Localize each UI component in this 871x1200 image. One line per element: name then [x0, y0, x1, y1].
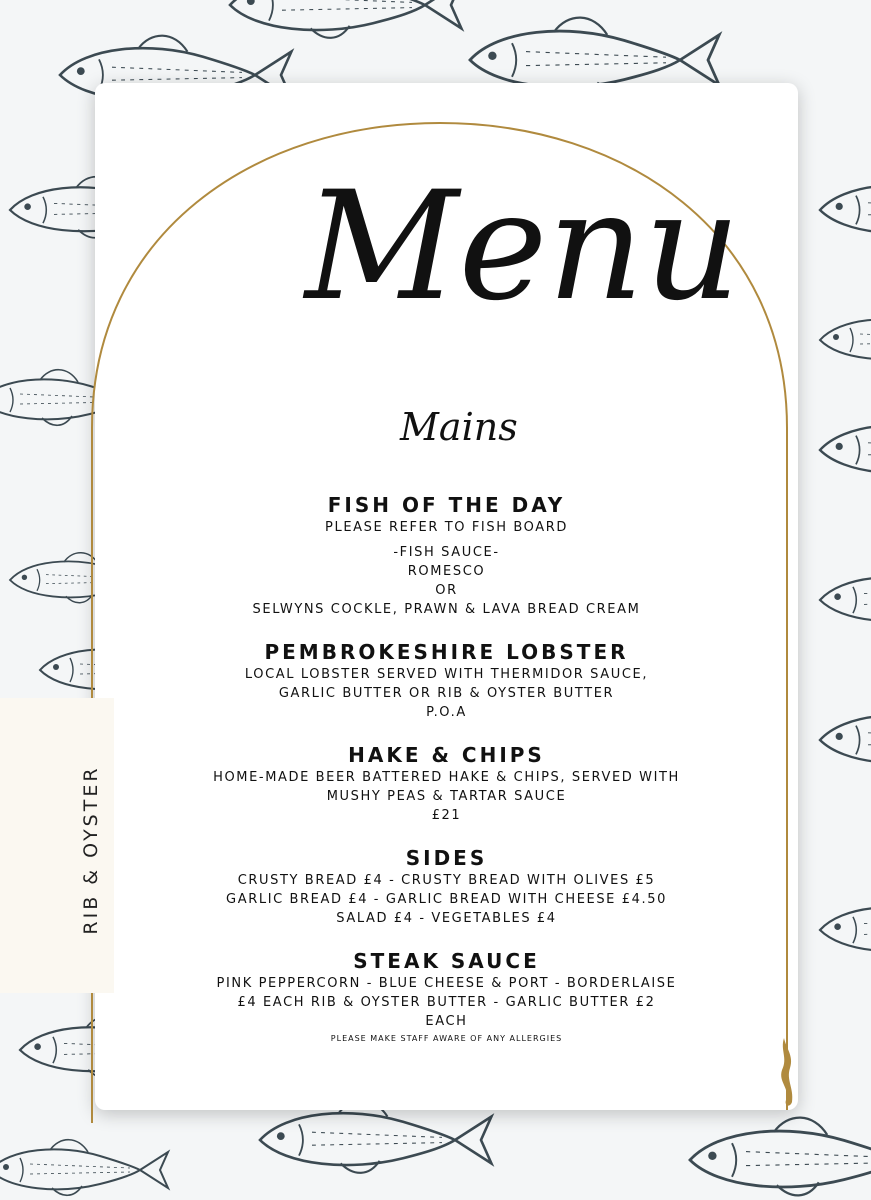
- section-title: STEAK SAUCE: [353, 949, 540, 973]
- menu-title: Menu: [305, 160, 741, 334]
- menu-card: [95, 83, 798, 1110]
- section-line: SELWYNS COCKLE, PRAWN & LAVA BREAD CREAM: [252, 602, 641, 617]
- section-line: ROMESCO: [407, 564, 486, 579]
- mains-script-heading: [395, 388, 518, 458]
- section-line: GARLIC BREAD £4 - GARLIC BREAD WITH CHEESE £4.50: [226, 892, 667, 907]
- section-fish-of-the-day: [95, 492, 798, 619]
- section-line: MUSHY PEAS & TARTAR SAUCE: [326, 789, 567, 804]
- section-pembrokeshire-lobster: [95, 639, 798, 722]
- section-line: EACH: [425, 1014, 468, 1029]
- gold-accent-line: [91, 993, 93, 1123]
- section-sides: [95, 845, 798, 928]
- section-title: SIDES: [405, 846, 488, 870]
- section-line: £4 EACH RIB & OYSTER BUTTER - GARLIC BUTTER £2: [237, 995, 656, 1010]
- section-line: GARLIC BUTTER OR RIB & OYSTER BUTTER: [278, 686, 615, 701]
- menu-script-heading: [295, 148, 741, 378]
- section-hake-and-chips: [95, 742, 798, 825]
- mains-subtitle: Mains: [400, 405, 518, 449]
- section-line: £21: [431, 808, 462, 823]
- section-title: FISH OF THE DAY: [327, 493, 566, 517]
- section-line: SALAD £4 - VEGETABLES £4: [336, 911, 557, 926]
- section-line: HOME-MADE BEER BATTERED HAKE & CHIPS, SERVED WITH: [213, 770, 680, 785]
- section-line: PLEASE REFER TO FISH BOARD: [325, 520, 568, 535]
- menu-content: [95, 492, 798, 1065]
- section-line: PINK PEPPERCORN - BLUE CHEESE & PORT - BORDERLAISE: [216, 976, 677, 991]
- section-steak-sauce: [95, 948, 798, 1045]
- section-title: PEMBROKESHIRE LOBSTER: [264, 640, 629, 664]
- section-line: CRUSTY BREAD £4 - CRUSTY BREAD WITH OLIVES £5: [237, 873, 656, 888]
- section-line: LOCAL LOBSTER SERVED WITH THERMIDOR SAUCE,: [244, 667, 649, 682]
- brand-side-label: RIB & OYSTER: [80, 765, 102, 935]
- section-title: HAKE & CHIPS: [348, 743, 545, 767]
- gold-splash-decoration: [776, 1038, 796, 1108]
- allergy-note: PLEASE MAKE STAFF AWARE OF ANY ALLERGIES: [330, 1034, 563, 1043]
- section-line: OR: [435, 583, 458, 598]
- section-line: P.O.A: [426, 705, 467, 720]
- section-line: -FISH SAUCE-: [393, 545, 500, 560]
